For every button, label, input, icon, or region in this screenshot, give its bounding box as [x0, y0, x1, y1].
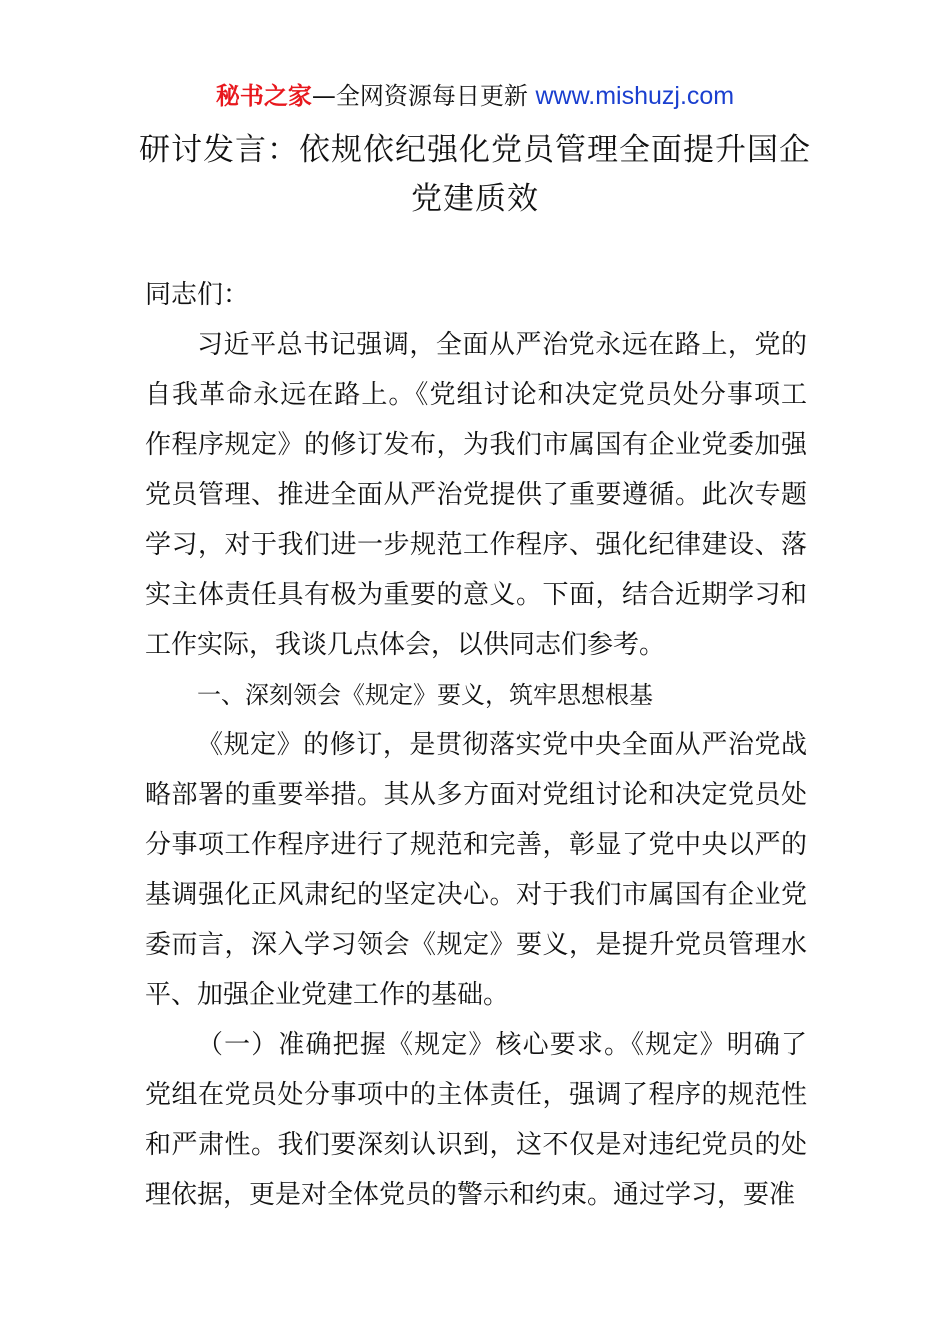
salutation: 同志们：	[145, 280, 250, 310]
paragraph-subsection-1: （一）准确把握《规定》核心要求。《规定》明确了党组在党员处分事项中的主体责任，强调了程序的规范性和严肃性。我们要深刻认识到，这不仅是对违纪党员的处理依据，更是对全体党员的警示和约束。通过学习，要准	[145, 1030, 807, 1210]
site-link[interactable]: www.mishuzj.com	[535, 82, 735, 110]
header-tagline: —全网资源每日更新	[311, 82, 536, 110]
document-title: 研讨发言：依规依纪强化党员管理全面提升国企党建质效	[139, 132, 811, 217]
section-heading-1: 一、深刻领会《规定》要义，筑牢思想根基	[197, 681, 653, 709]
brand-name: 秘书之家	[215, 82, 312, 110]
source-header	[0, 80, 950, 112]
paragraph-section-1: 《规定》的修订，是贯彻落实党中央全面从严治党战略部署的重要举措。其从多方面对党组讨论和决定党员处分事项工作程序进行了规范和完善，彰显了党中央以严的基调强化正风肃纪的坚定决心。对于我们市属国有企业党委而言，深入学习领会《规定》要义，是提升党员管理水平、加强企业党建工作的基础。	[145, 730, 807, 1010]
document-body	[145, 270, 807, 1220]
paragraph-intro: 习近平总书记强调，全面从严治党永远在路上，党的自我革命永远在路上。《党组讨论和决定党员处分事项工作程序规定》的修订发布，为我们市属国有企业党委加强党员管理、推进全面从严治党提供了重要遵循。此次专题学习，对于我们进一步规范工作程序、强化纪律建设、落实主体责任具有极为重要的意义。下面，结合近期学习和工作实际，我谈几点体会，以供同志们参考。	[145, 330, 807, 660]
